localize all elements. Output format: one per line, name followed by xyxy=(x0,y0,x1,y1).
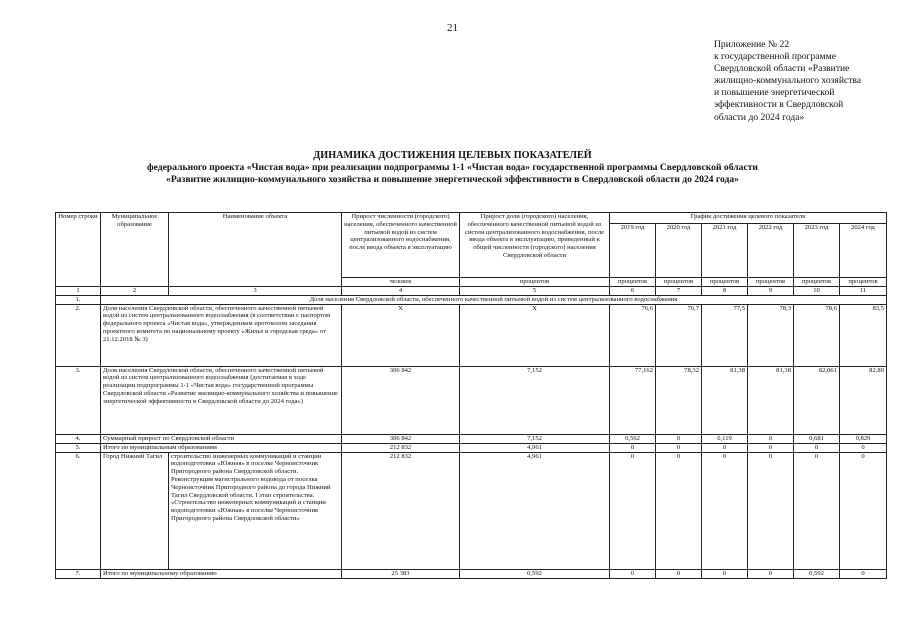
year-value: 0 xyxy=(656,434,702,443)
header-year: 2024 год xyxy=(840,224,887,278)
year-value: 0 xyxy=(840,569,887,578)
appendix-line: области до 2024 года» xyxy=(714,111,805,123)
column-number: 5 xyxy=(460,287,610,296)
appendix-line: Свердловской области «Развитие xyxy=(714,63,850,75)
header-schedule: График достижения целевого показателя xyxy=(610,213,887,224)
appendix-line: к государственной программе xyxy=(714,51,836,63)
appendix-line: Приложение № 22 xyxy=(714,39,790,50)
year-value: 78,3 xyxy=(748,304,794,366)
year-value: 0 xyxy=(702,569,748,578)
row-description: Суммарный прирост по Свердловской области xyxy=(101,434,342,443)
row-description: Итого по муниципальному образованию xyxy=(101,569,342,578)
row-number: 1. xyxy=(56,295,101,304)
unit-percent: процентов xyxy=(748,278,794,287)
year-value: 82,89 xyxy=(840,366,887,434)
population-value: 25 383 xyxy=(342,569,460,578)
year-value: 0,681 xyxy=(794,434,840,443)
year-value: 0 xyxy=(702,443,748,452)
population-value: 306 842 xyxy=(342,366,460,434)
share-value: 0,592 xyxy=(460,569,610,578)
header-year: 2020 год xyxy=(656,224,702,278)
appendix-line: жилищно-коммунального хозяйства xyxy=(714,75,862,87)
share-value: 7,152 xyxy=(460,366,610,434)
appendix-note xyxy=(714,39,894,124)
column-number: 8 xyxy=(702,287,748,296)
column-number: 1 xyxy=(56,287,101,296)
header-year: 2019 год xyxy=(610,224,656,278)
year-value: 77,5 xyxy=(702,304,748,366)
year-value: 0,119 xyxy=(702,434,748,443)
column-number: 2 xyxy=(101,287,169,296)
unit-percent: процентов xyxy=(840,278,887,287)
column-number: 10 xyxy=(794,287,840,296)
header-object-name: Наименование объекта xyxy=(169,213,342,287)
year-value: 76,7 xyxy=(656,304,702,366)
year-value: 0 xyxy=(794,443,840,452)
year-value: 0,592 xyxy=(794,569,840,578)
year-value: 0,562 xyxy=(610,434,656,443)
year-value: 76,6 xyxy=(610,304,656,366)
share-value: X xyxy=(460,304,610,366)
column-number: 9 xyxy=(748,287,794,296)
title-line-2: федерального проекта «Чистая вода» при реализации подпрограммы 1-1 «Чистая вода» государственной программы Свердловской области xyxy=(147,162,758,173)
appendix-line: эффективности в Свердловской xyxy=(714,99,844,111)
year-value: 77,162 xyxy=(610,366,656,434)
population-value: 212 832 xyxy=(342,452,460,569)
year-value: 0 xyxy=(656,443,702,452)
year-value: 0 xyxy=(748,569,794,578)
year-value: 0 xyxy=(656,452,702,569)
table-row xyxy=(56,434,887,443)
header-year: 2023 год xyxy=(794,224,840,278)
row-description: Доля населения Свердловской области, обеспеченного качественной питьевой водой из систем централизованного водоснабжения (достигаемая в ходе реализации подпрограммы 1-1 «Чистая вода» государственной программы Свердловской области «Развитие жилищно-коммунального хозяйства и повышение энергетической эффективности в Свердловской области до 2024 года») xyxy=(101,366,342,434)
year-value: 78,32 xyxy=(656,366,702,434)
table-row xyxy=(56,569,887,578)
table-row xyxy=(56,452,887,569)
header-year: 2022 год xyxy=(748,224,794,278)
row-number: 7. xyxy=(56,569,101,578)
unit-percent: процентов xyxy=(460,278,610,287)
table-row xyxy=(56,366,887,434)
year-value: 0 xyxy=(610,569,656,578)
unit-percent: процентов xyxy=(794,278,840,287)
title-line-1: ДИНАМИКА ДОСТИЖЕНИЯ ЦЕЛЕВЫХ ПОКАЗАТЕЛЕЙ xyxy=(313,150,592,161)
year-value: 0 xyxy=(748,434,794,443)
table-row xyxy=(56,443,887,452)
column-number: 11 xyxy=(840,287,887,296)
year-value: 81,38 xyxy=(702,366,748,434)
row-description: Итого по муниципальным образованиям xyxy=(101,443,342,452)
share-value: 7,152 xyxy=(460,434,610,443)
section-title: Доля населения Свердловской области, обеспеченного качественной питьевой водой из систем централизованного водоснабжения xyxy=(101,295,887,304)
population-value: X xyxy=(342,304,460,366)
header-year: 2021 год xyxy=(702,224,748,278)
year-value: 81,38 xyxy=(748,366,794,434)
header-municipality: Муниципальное образование xyxy=(101,213,169,287)
share-value: 4,961 xyxy=(460,452,610,569)
year-value: 0,829 xyxy=(840,434,887,443)
year-value: 83,5 xyxy=(840,304,887,366)
title-line-3: «Развитие жилищно-коммунального хозяйства и повышение энергетической эффективности в Свердловской области до 2024 года» xyxy=(166,174,739,185)
header-row-number: Номер строки xyxy=(56,213,101,287)
unit-percent: процентов xyxy=(656,278,702,287)
header-population-growth: Прирост численности (городского) населения, обеспеченного качественной питьевой водой из систем централизованного водоснабжения, после ввода объекта в эксплуатацию xyxy=(342,213,460,278)
document-title xyxy=(0,150,905,186)
unit-percent: процентов xyxy=(610,278,656,287)
year-value: 0 xyxy=(840,443,887,452)
year-value: 0 xyxy=(610,452,656,569)
object-name: строительство инженерных коммуникаций и станции водоподготовки «Южная» в поселке Черноисточник Пригородного района Свердловской области. Реконструкция магистрального водовода от поселка Черноисточник Пригородного района до города Нижний Тагил Свердловской области. I этап строительства. «Строительство инженерных коммуникаций и станции водоподготовки «Южная» в поселке Черноисточник Пригородного района Свердловской области» xyxy=(169,452,342,569)
column-number: 7 xyxy=(656,287,702,296)
table-row xyxy=(56,304,887,366)
share-value: 4,961 xyxy=(460,443,610,452)
column-numbers-row xyxy=(56,287,887,296)
row-description: Доля населения Свердловской области, обеспеченного качественной питьевой водой из систем централизованного водоснабжения (в соответствии с паспортом федерального проекта «Чистая вода», утвержденным протоколом заседания проектного комитета по национальному проекту «Жилье и городская среда» от 21.12.2018 № 3) xyxy=(101,304,342,366)
column-number: 6 xyxy=(610,287,656,296)
year-value: 0 xyxy=(656,569,702,578)
row-number: 3. xyxy=(56,366,101,434)
unit-people: человек xyxy=(342,278,460,287)
year-value: 82,061 xyxy=(794,366,840,434)
year-value: 0 xyxy=(610,443,656,452)
year-value: 0 xyxy=(748,443,794,452)
row-number: 4. xyxy=(56,434,101,443)
row-number: 2. xyxy=(56,304,101,366)
year-value: 78,6 xyxy=(794,304,840,366)
section-row xyxy=(56,295,887,304)
header-share-growth: Прирост доли (городского) населения, обеспеченного качественной питьевой водой из систем централизованного водоснабжения, после ввода объекта в эксплуатацию, приведенный к общей численности (городского) населения Свердловской области xyxy=(460,213,610,278)
year-value: 0 xyxy=(840,452,887,569)
unit-percent: процентов xyxy=(702,278,748,287)
appendix-line: и повышение энергетической xyxy=(714,87,835,99)
population-value: 212 832 xyxy=(342,443,460,452)
population-value: 306 842 xyxy=(342,434,460,443)
year-value: 0 xyxy=(748,452,794,569)
column-number: 4 xyxy=(342,287,460,296)
row-number: 6. xyxy=(56,452,101,569)
targets-table xyxy=(55,212,887,579)
page-number: 21 xyxy=(447,22,458,34)
year-value: 0 xyxy=(702,452,748,569)
year-value: 0 xyxy=(794,452,840,569)
column-number: 3 xyxy=(169,287,342,296)
row-number: 5. xyxy=(56,443,101,452)
municipality-name: Город Нижний Тагил xyxy=(101,452,169,569)
